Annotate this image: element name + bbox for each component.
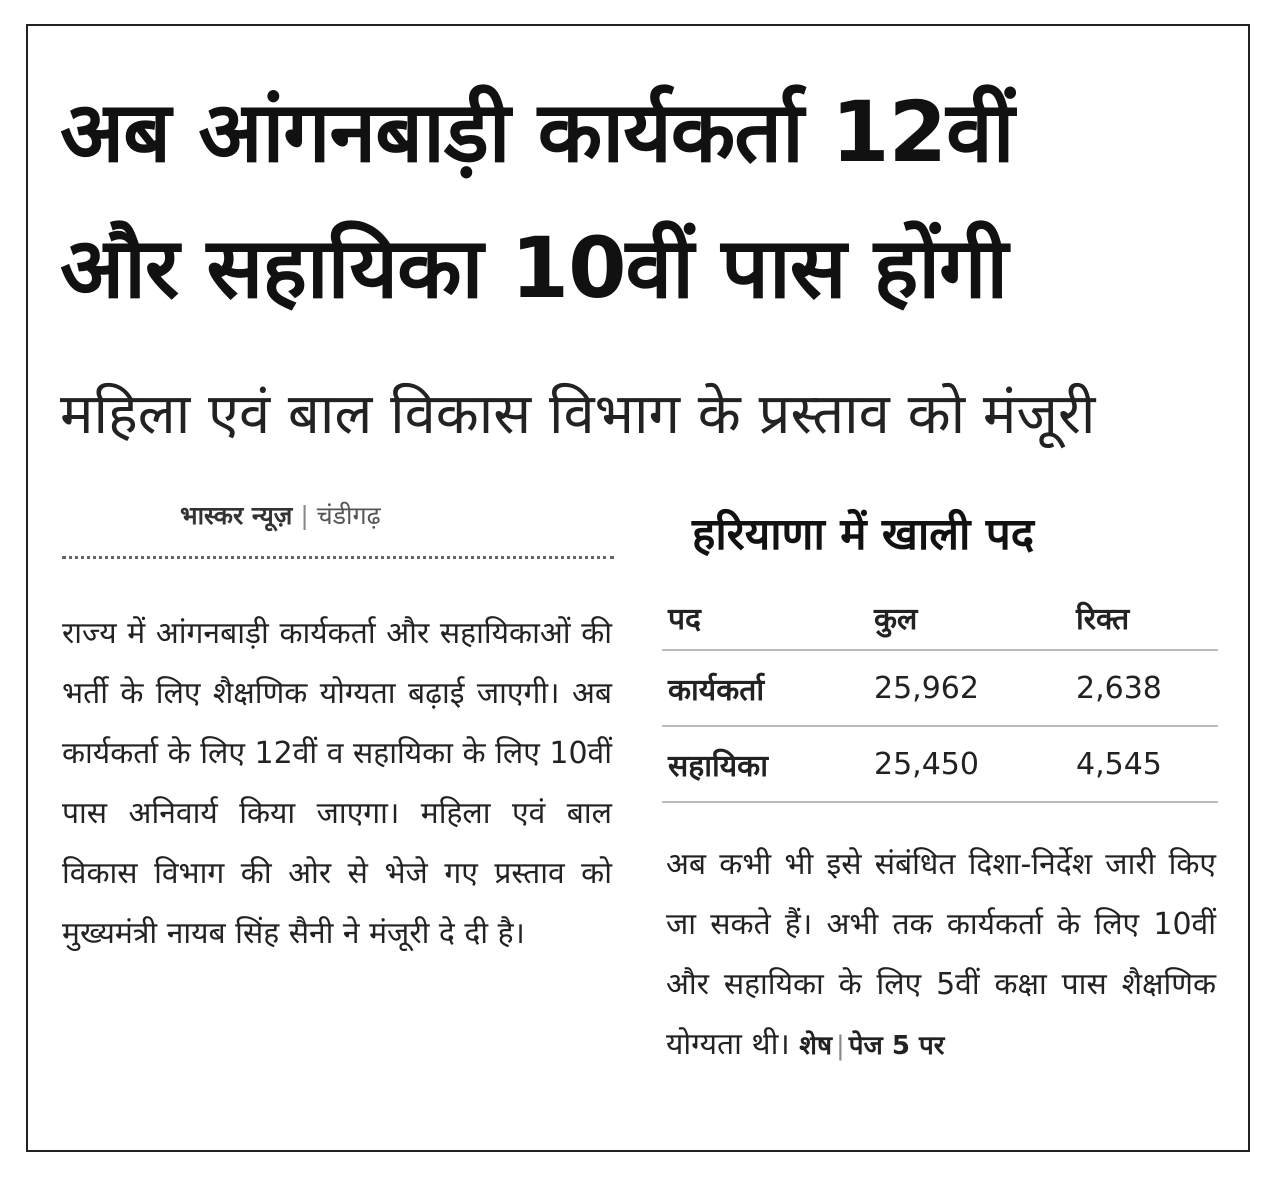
byline	[180, 496, 381, 536]
row-post: सहायिका	[662, 726, 868, 802]
headline-line-2: और सहायिका 10वीं पास होंगी	[60, 219, 1008, 317]
table-header-row	[662, 585, 1218, 650]
byline-source: भास्कर न्यूज़	[180, 501, 293, 530]
vacancy-box-title: हरियाणा में खाली पद	[692, 509, 1035, 560]
article-body-left	[62, 604, 612, 964]
continued-page: पेज 5 पर	[848, 1031, 945, 1061]
subheadline: महिला एवं बाल विकास विभाग के प्रस्ताव को मंजूरी	[60, 382, 1096, 447]
headline-line-1: अब आंगनबाड़ी कार्यकर्ता 12वीं	[60, 83, 1014, 181]
continued-on	[799, 1031, 944, 1061]
byline-city: चंडीगढ़	[316, 501, 381, 530]
continued-label: शेष	[799, 1031, 832, 1061]
table-row	[662, 650, 1218, 726]
row-post: कार्यकर्ता	[662, 650, 868, 726]
body-paragraph-right	[666, 835, 1216, 1076]
row-total: 25,962	[868, 650, 1070, 726]
body-paragraph-left: राज्य में आंगनबाड़ी कार्यकर्ता और सहायिकाओं की भर्ती के लिए शैक्षणिक योग्यता बढ़ाई जाएगी। अब कार्यकर्ता के लिए 12वीं व सहायिका के लिए 10वीं पास अनिवार्य किया जाएगा। महिला एवं बाल विकास विभाग की ओर से भेजे गए प्रस्ताव को मुख्यमंत्री नायब सिंह सैनी ने मंजूरी दे दी है।	[62, 616, 612, 951]
table-row	[662, 726, 1218, 802]
article-body-right	[666, 835, 1216, 1076]
byline-separator: |	[300, 501, 309, 530]
body-text-right: अब कभी भी इसे संबंधित दिशा-निर्देश जारी किए जा सकते हैं। अभी तक कार्यकर्ता के लिए 10वीं और सहायिका के लिए 5वीं कक्षा पास शैक्षणिक योग्यता थी।	[666, 847, 1216, 1062]
header-vacant: रिक्त	[1076, 601, 1130, 637]
vacancy-table	[662, 585, 1218, 803]
continued-separator: |	[835, 1031, 845, 1061]
row-vacant: 2,638	[1070, 650, 1218, 726]
header-total: कुल	[874, 601, 918, 637]
row-vacant: 4,545	[1070, 726, 1218, 802]
dotted-divider	[62, 556, 614, 559]
row-total: 25,450	[868, 726, 1070, 802]
header-post: पद	[668, 601, 701, 637]
